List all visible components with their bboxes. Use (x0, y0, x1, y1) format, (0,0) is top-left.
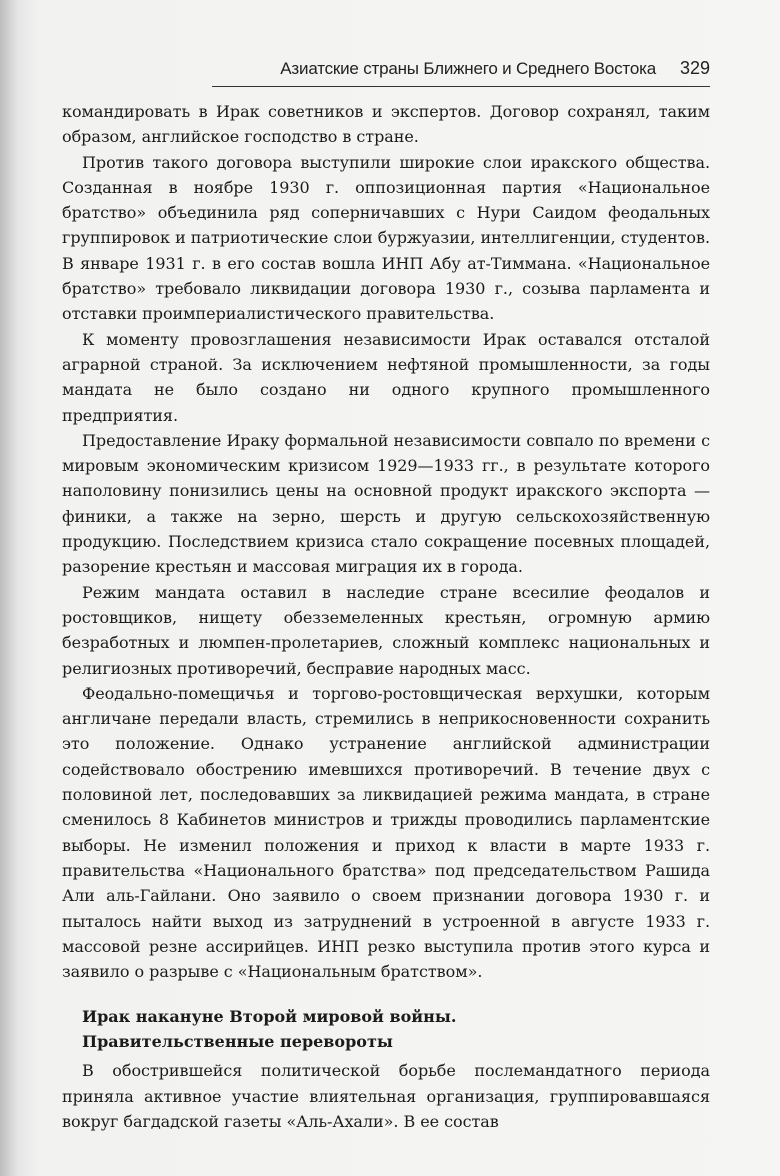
paragraph: В обострившейся политической борьбе послемандатного периода приняла активное участие влиятельная организация, группировавшаяся вокруг багдадской газеты «Аль-Ахали». В ее состав (62, 1061, 710, 1131)
paragraph: командировать в Ирак советников и экспертов. Договор сохранял, таким образом, английское господство в стране. (62, 102, 710, 147)
paragraph: Режим мандата оставил в наследие стране всесилие феодалов и ростовщиков, нищету обезземеленных крестьян, огромную армию безработных и люмпен-пролетариев, сложный комплекс национальных и религиозных противоречий, бесправие народных масс. (62, 582, 710, 678)
body-text (62, 99, 710, 1134)
paragraph: К моменту провозглашения независимости Ирак оставался отсталой аграрной страной. За исключением нефтяной промышленности, за годы мандата не было создано ни одного крупного промышленного предприятия. (62, 329, 710, 425)
running-title: Азиатские страны Ближнего и Среднего Востока (280, 59, 656, 78)
section-heading (82, 1004, 710, 1054)
paragraph: Предоставление Ираку формальной независимости совпало по времени с мировым экономическим кризисом 1929—1933 гг., в результате которого наполовину понизились цены на основной продукт иракского экспорта — финики, а также на зерно, шерсть и другую сельскохозяйственную продукцию. Последствием кризиса стало сокращение посевных площадей, разорение крестьян и массовая миграция их в города. (62, 430, 710, 577)
paragraph: Феодально-помещичья и торгово-ростовщическая верхушки, которым англичане передали власть, стремились в неприкосновенности сохранить это положение. Однако устранение английской администрации содействовало обострению имевшихся противоречий. В течение двух с половиной лет, последовавших за ликвидацией режима мандата, в стране сменилось 8 Кабинетов министров и трижды проводились парламентские выборы. Не изменил положения и приход к власти в марте 1933 г. правительства «Национального братства» под председательством Рашида Али аль-Гайлани. Оно заявило о своем признании договора 1930 г. и пыталось найти выход из затруднений в устроенной в августе 1933 г. массовой резне ассирийцев. ИНП резко выступила против этого курса и заявило о разрыве с «Национальным братством». (62, 683, 710, 982)
running-header (212, 58, 710, 87)
paragraph: Против такого договора выступили широкие слои иракского общества. Созданная в ноябре 1930 г. оппозиционная партия «Национальное братство» объединила ряд соперничавших с Нури Саидом феодальных группировок и патриотические слои буржуазии, интеллигенции, студентов. В январе 1931 г. в его состав вошла ИНП Абу ат-Тиммана. «Национальное братство» требовало ликвидации договора 1930 г., созыва парламента и отставки проимпериалистического правительства. (62, 152, 710, 324)
page-number: 329 (679, 58, 710, 78)
section-heading-line: Правительственные перевороты (82, 1032, 393, 1052)
book-page (62, 58, 710, 1134)
section-heading-line: Ирак накануне Второй мировой войны. (82, 1007, 457, 1027)
